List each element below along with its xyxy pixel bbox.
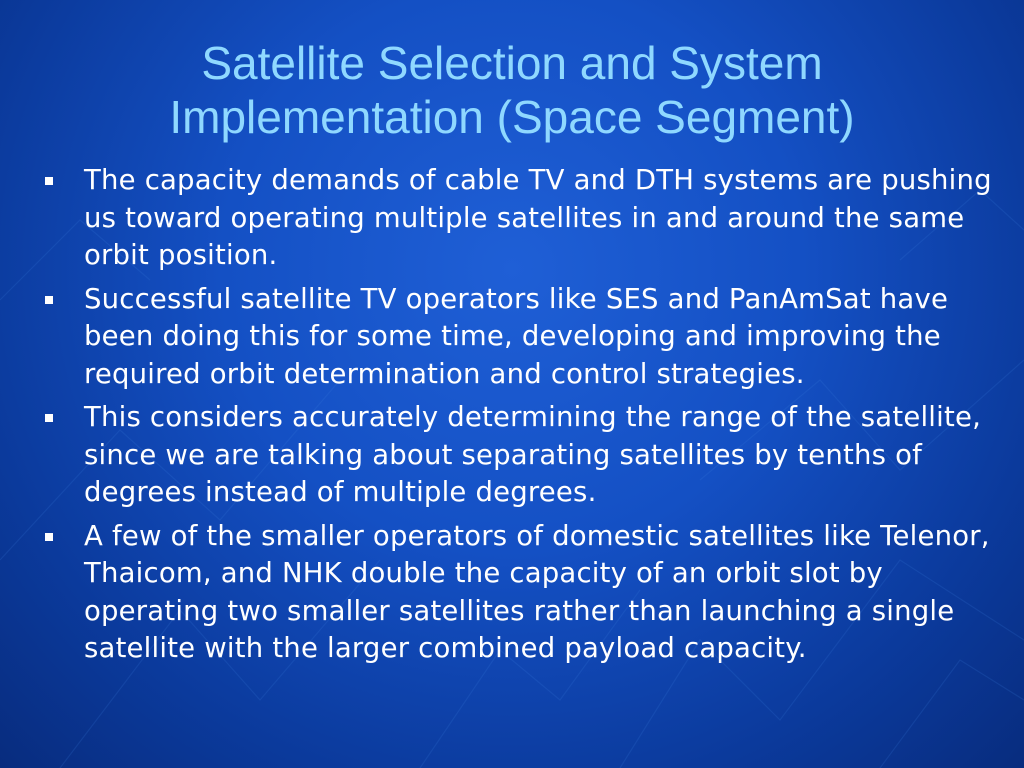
square-bullet-icon <box>45 177 53 185</box>
bullet-item <box>0 518 1024 668</box>
square-bullet-icon <box>45 296 53 304</box>
bullet-text: This considers accurately determining the range of the satellite, since we are talking about separating satellites by tenths of degrees instead of multiple degrees. <box>84 401 982 508</box>
square-bullet-icon <box>45 533 53 541</box>
bullet-list <box>0 162 1024 674</box>
bullet-item <box>0 399 1024 512</box>
slide-title: Satellite Selection and System Implementation (Space Segment) <box>169 37 855 143</box>
bullet-item <box>0 162 1024 275</box>
square-bullet-icon <box>45 414 53 422</box>
bullet-text: A few of the smaller operators of domestic satellites like Telenor, Thaicom, and NHK double the capacity of an orbit slot by operating two smaller satellites rather than launching a single satellite with the larger combined payload capacity. <box>84 519 990 664</box>
bullet-text: The capacity demands of cable TV and DTH systems are pushing us toward operating multiple satellites in and around the same orbit position. <box>84 164 992 271</box>
bullet-item <box>0 281 1024 394</box>
bullet-text: Successful satellite TV operators like SES and PanAmSat have been doing this for some time, developing and improving the required orbit determination and control strategies. <box>84 282 949 390</box>
